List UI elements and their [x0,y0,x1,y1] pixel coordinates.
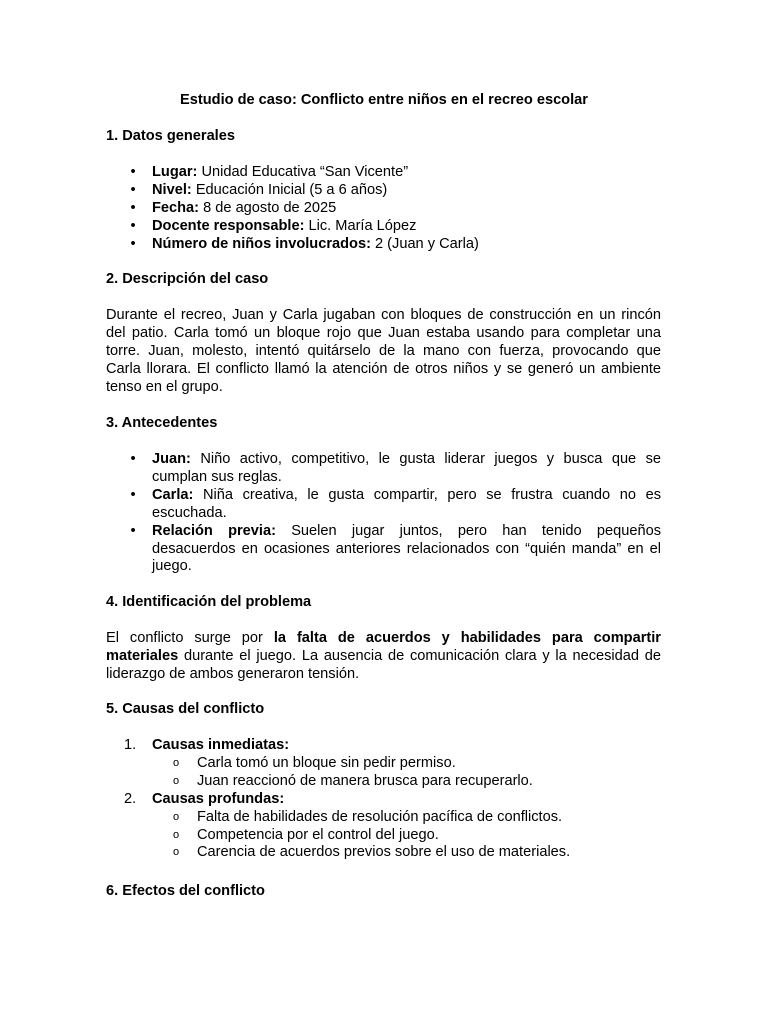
bullet-icon: • [130,235,136,252]
section-4-heading: 4. Identificación del problema [106,594,312,610]
bullet-icon: • [130,451,136,467]
general-data-list [106,164,661,254]
list-item: o Competencia por el control del juego. [173,826,439,843]
list-item: o Juan reaccionó de manera brusca para recuperarlo. [173,772,533,789]
problem-identification: El conflicto surge por la falta de acuerdos y habilidades para compartir materiales durante el juego. La ausencia de comunicación clara y la necesidad de liderazgo de ambos generaron tensión. [106,630,661,682]
bullet-icon: • [130,486,136,503]
circle-bullet-icon: o [173,774,180,787]
list-item: • Fecha: 8 de agosto de 2025 [106,200,661,218]
list-item: o Carla tomó un bloque sin pedir permiso. [173,754,456,771]
list-item-immediate-causes: 1. Causas inmediatas: [124,737,290,753]
list-item: • Nivel: Educación Inicial (5 a 6 años) [106,182,661,200]
section-6-heading: 6. Efectos del conflicto [106,883,265,899]
bullet-icon: • [130,199,136,216]
bullet-icon: • [130,217,136,234]
list-item: • Lugar: Unidad Educativa “San Vicente” [106,164,661,182]
causes-list [106,737,661,862]
circle-bullet-icon: o [173,756,180,769]
section-5-heading: 5. Causas del conflicto [106,701,265,717]
list-item-carla: • Carla: Niña creativa, le gusta compartir, pero se frustra cuando no es escuchada. [106,487,661,523]
section-1-heading: 1. Datos generales [106,128,235,144]
list-item-previous-relation: • Relación previa: Suelen jugar juntos, pero han tenido pequeños desacuerdos en ocasiones anteriores relacionados con “quién manda” en el juego. [106,523,661,577]
background-list [106,451,661,576]
document-title: Estudio de caso: Conflicto entre niños en el recreo escolar [180,92,588,108]
bullet-icon: • [130,522,136,539]
list-item: • Docente responsable: Lic. María López [106,218,661,236]
bullet-icon: • [130,164,136,180]
list-item-juan: • Juan: Niño activo, competitivo, le gusta liderar juegos y busca que se cumplan sus reglas. [106,451,661,487]
list-item: o Falta de habilidades de resolución pacífica de conflictos. [173,808,563,825]
list-item: o Carencia de acuerdos previos sobre el uso de materiales. [173,844,571,861]
bullet-icon: • [130,181,136,198]
circle-bullet-icon: o [173,810,180,823]
circle-bullet-icon: o [173,828,180,841]
list-item: • Número de niños involucrados: 2 (Juan y Carla) [106,236,661,254]
circle-bullet-icon: o [173,846,180,859]
section-3-heading: 3. Antecedentes [106,415,218,431]
section-2-heading: 2. Descripción del caso [106,271,269,287]
case-description: Durante el recreo, Juan y Carla jugaban con bloques de construcción en un rincón del patio. Carla tomó un bloque rojo que Juan estaba usando para completar una torre. Juan, molesto, intentó quitárselo de la mano con fuerza, provocando que Carla llorara. El conflicto llamó la atención de otros niños y se generó un ambiente tenso en el grupo. [106,307,661,395]
list-item-deep-causes: 2. Causas profundas: [124,790,285,807]
